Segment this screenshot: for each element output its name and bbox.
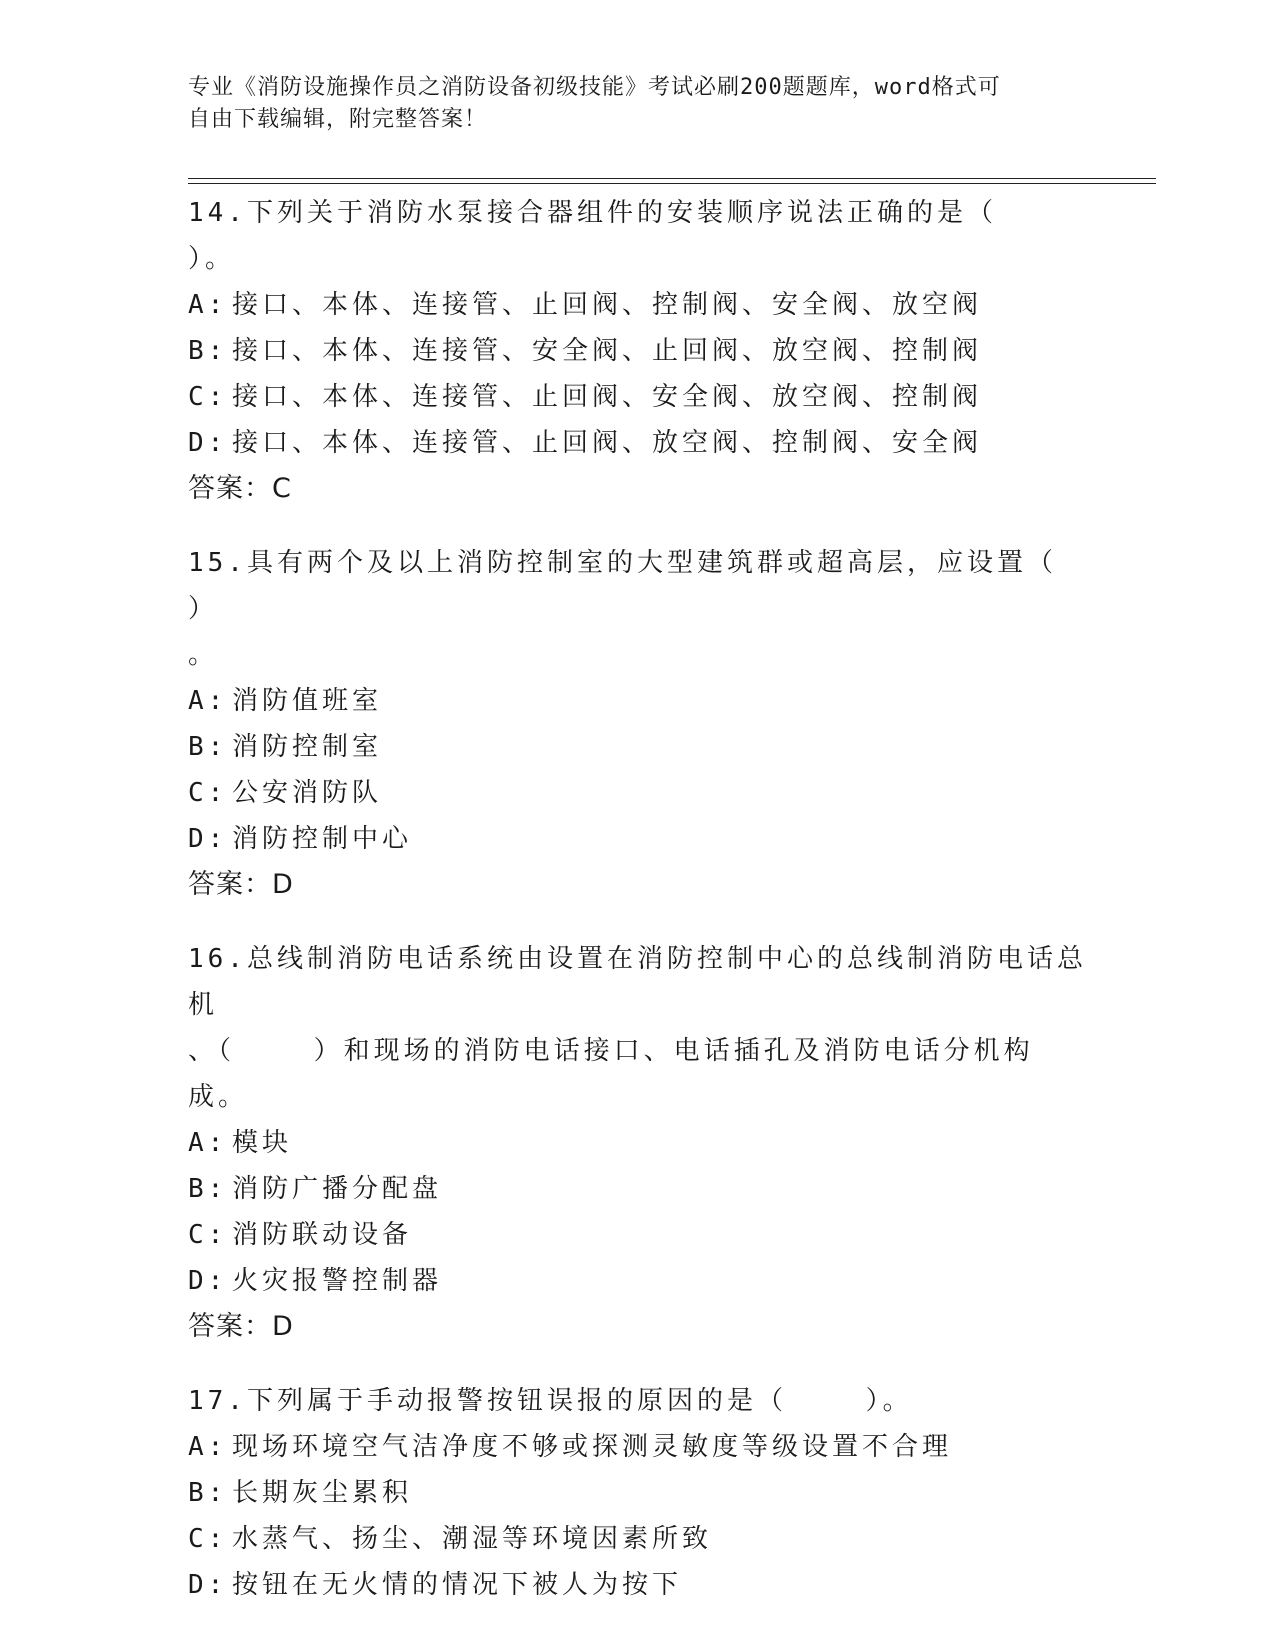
option-b [188,724,1168,770]
question-text: 17.下列属于手动报警按钮误报的原因的是（ ）。 [188,1386,913,1416]
option-letter: A: [188,1128,228,1158]
option-c [188,1212,1168,1258]
option-d [188,1562,1168,1608]
option-letter: A: [188,1432,228,1462]
question-text: 15.具有两个及以上消防控制室的大型建筑群或超高层，应设置（ ） 。 [188,548,1057,670]
header-line-2: 自由下载编辑，附完整答案！ [188,107,488,132]
question-15 [188,540,1168,908]
option-text: 火灾报警控制器 [232,1266,443,1296]
question-16 [188,936,1168,1350]
option-text: 接口、本体、连接管、安全阀、止回阀、放空阀、控制阀 [232,336,983,366]
option-letter: A: [188,290,228,320]
option-letter: B: [188,336,228,366]
header-divider-top [188,178,1156,179]
option-letter: D: [188,1266,228,1296]
question-list [188,190,1168,1636]
option-d [188,420,1168,466]
option-text: 消防控制室 [232,732,383,762]
answer-line: 答案：D [188,869,294,900]
question-14 [188,190,1168,512]
option-b [188,1166,1168,1212]
option-text: 消防广播分配盘 [232,1174,443,1204]
option-letter: C: [188,778,228,808]
option-letter: A: [188,686,228,716]
answer-line: 答案：D [188,1311,294,1342]
question-17 [188,1378,1168,1608]
document-header [188,72,1168,136]
option-letter: C: [188,1220,228,1250]
option-text: 接口、本体、连接管、止回阀、放空阀、控制阀、安全阀 [232,428,983,458]
option-text: 现场环境空气洁净度不够或探测灵敏度等级设置不合理 [232,1432,953,1462]
option-text: 消防联动设备 [232,1220,413,1250]
option-c [188,1516,1168,1562]
option-letter: B: [188,1478,228,1508]
option-text: 接口、本体、连接管、止回阀、控制阀、安全阀、放空阀 [232,290,983,320]
option-c [188,770,1168,816]
option-c [188,374,1168,420]
option-text: 消防控制中心 [232,824,413,854]
option-b [188,328,1168,374]
option-letter: B: [188,1174,228,1204]
option-b [188,1470,1168,1516]
question-text: 14.下列关于消防水泵接合器组件的安装顺序说法正确的是（ ）。 [188,198,1076,274]
option-text: 按钮在无火情的情况下被人为按下 [232,1570,683,1600]
option-a [188,282,1168,328]
option-letter: D: [188,428,228,458]
option-letter: D: [188,1570,228,1600]
option-text: 接口、本体、连接管、止回阀、安全阀、放空阀、控制阀 [232,382,983,412]
option-text: 长期灰尘累积 [232,1478,413,1508]
option-letter: D: [188,824,228,854]
option-a [188,1424,1168,1470]
option-text: 模块 [232,1128,293,1158]
question-text: 16.总线制消防电话系统由设置在消防控制中心的总线制消防电话总机 、（ ）和现场的消防电话接口、电话插孔及消防电话分机构成。 [188,944,1087,1112]
header-line-1: 专业《消防设施操作员之消防设备初级技能》考试必刷200题题库，word格式可 [188,75,1001,100]
option-text: 消防值班室 [232,686,383,716]
option-d [188,816,1168,862]
header-divider-bottom [188,183,1156,184]
answer-line: 答案：C [188,473,292,504]
option-d [188,1258,1168,1304]
option-text: 公安消防队 [232,778,383,808]
option-letter: C: [188,382,228,412]
option-letter: C: [188,1524,228,1554]
option-a [188,1120,1168,1166]
option-letter: B: [188,732,228,762]
option-a [188,678,1168,724]
option-text: 水蒸气、扬尘、潮湿等环境因素所致 [232,1524,713,1554]
